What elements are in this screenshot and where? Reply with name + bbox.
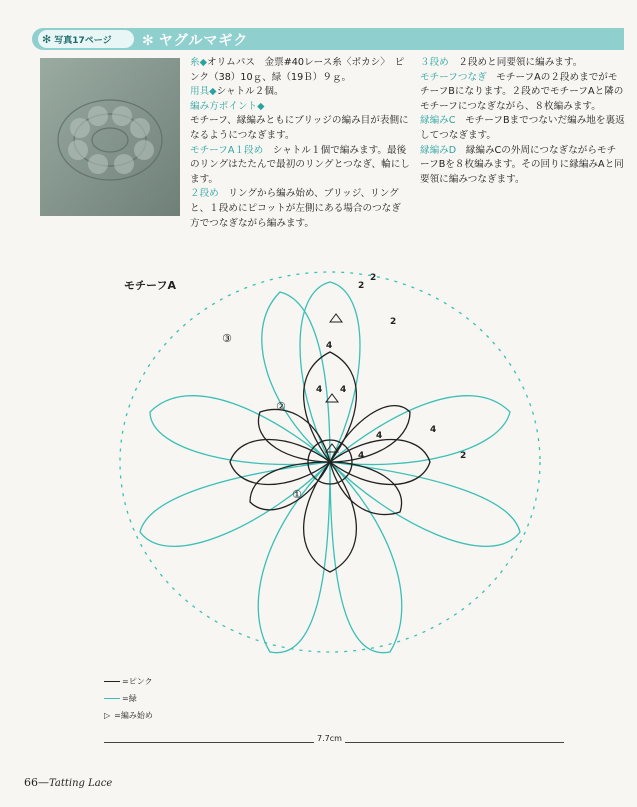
scale-label: 7.7cm <box>314 734 345 743</box>
edgeC-text: モチーフBまでつないだ編み地を裏返してつなぎます。 <box>420 115 625 141</box>
points-text: モチーフ、縁編みともにブリッジの編み目が表側になるようにつなぎます。 <box>190 115 409 141</box>
page-footer: 66—Tatting Lace <box>24 776 113 789</box>
materials-text: オリムパス 金票#40レース糸〈ボカシ〉 ピンク（38）10ｇ、緑（19Ｂ）９ｇ。 <box>190 57 405 83</box>
edgeD-label: 縁編みD <box>420 144 457 156</box>
tools-text: シャトル２個。 <box>216 86 284 98</box>
materials-label: 糸◆ <box>190 57 207 68</box>
stitch-count: 4 <box>316 385 323 395</box>
stitch-counts <box>316 273 466 461</box>
asterisk-icon: ✻ <box>42 32 52 46</box>
green-petal <box>330 462 520 546</box>
stitch-count: 4 <box>358 451 365 461</box>
legend-green-text: =緑 <box>122 694 137 703</box>
page-number: 66 <box>24 776 38 789</box>
legend-start <box>104 707 153 724</box>
book-title: Tatting Lace <box>49 778 113 789</box>
edgeC-label: 縁編みC <box>420 115 456 127</box>
photo-reference-badge <box>38 30 134 48</box>
tatting-diagram <box>90 262 570 682</box>
legend-pink <box>104 673 153 690</box>
stitch-count: 4 <box>326 341 333 351</box>
step1-label: モチーフA１段め <box>190 144 264 156</box>
green-petal <box>140 462 330 546</box>
pink-line-swatch <box>104 681 120 682</box>
green-petal <box>150 396 330 465</box>
scale-bar <box>104 734 564 754</box>
points-label: 編み方ポイント◆ <box>190 100 265 112</box>
step3-label: ３段め <box>420 57 449 68</box>
legend-pink-text: =ピンク <box>122 677 153 686</box>
lace-photo <box>40 58 180 216</box>
round-1-marker: ① <box>292 488 302 501</box>
triangle-icon: ▷ <box>104 711 111 720</box>
start-arrows <box>326 314 342 452</box>
start-arrow-icon <box>330 314 342 322</box>
pink-inner-rings <box>230 352 430 572</box>
green-line-swatch <box>104 698 120 699</box>
instructions-column-2 <box>420 56 625 187</box>
pink-petal <box>250 462 330 510</box>
pattern-title-text: ヤグルマギク <box>158 33 249 49</box>
green-petal <box>330 462 402 653</box>
legend-green <box>104 690 153 707</box>
stitch-count: 2 <box>460 451 467 461</box>
instructions-column-1 <box>190 56 410 231</box>
asterisk-icon: ✻ <box>142 33 155 49</box>
header-banner <box>32 28 624 50</box>
photo-reference-text: 写真17ページ <box>54 35 112 46</box>
step3-text: ２段めと同要領に編みます。 <box>458 57 583 68</box>
tools-label: 用具◆ <box>190 86 217 98</box>
join-text: モチーフAの２段めまでがモチーフBになります。２段めでモチーフAと隣のモチーフにつなぎながら、８枚編みます。 <box>420 71 624 112</box>
pattern-title <box>142 30 248 50</box>
legend-start-text: =編み始め <box>114 711 153 720</box>
legend <box>104 673 153 724</box>
step1-text: シャトル１個で編みます。最後のリングはたたんで最初のリングとつなぎ、輪にします。 <box>190 144 410 185</box>
stitch-count: 4 <box>340 385 347 395</box>
round-2-marker: ② <box>276 400 286 413</box>
stitch-count: 2 <box>358 281 365 291</box>
lace-photo-image <box>40 58 180 216</box>
step2-label: ２段め <box>190 188 219 200</box>
stitch-count: 4 <box>430 425 437 435</box>
stitch-count: 2 <box>370 273 377 283</box>
stitch-count: 2 <box>390 317 397 327</box>
edgeD-text: 縁編みCの外周につなぎながらモチーフBを８枚編みます。その回りに縁編みAと同要領に編みつなぎます。 <box>420 144 624 185</box>
green-petal <box>330 396 510 465</box>
motif-a-label: モチーフA <box>124 279 176 292</box>
stitch-count: 4 <box>376 431 383 441</box>
step2-text: リングから編み始め、ブリッジ、リングと、１段めにピコットが左側にある場合のつなぎ方でつなぎながら編みます。 <box>190 188 401 229</box>
round-3-marker: ③ <box>222 332 232 345</box>
join-label: モチーフつなぎ <box>420 71 487 83</box>
